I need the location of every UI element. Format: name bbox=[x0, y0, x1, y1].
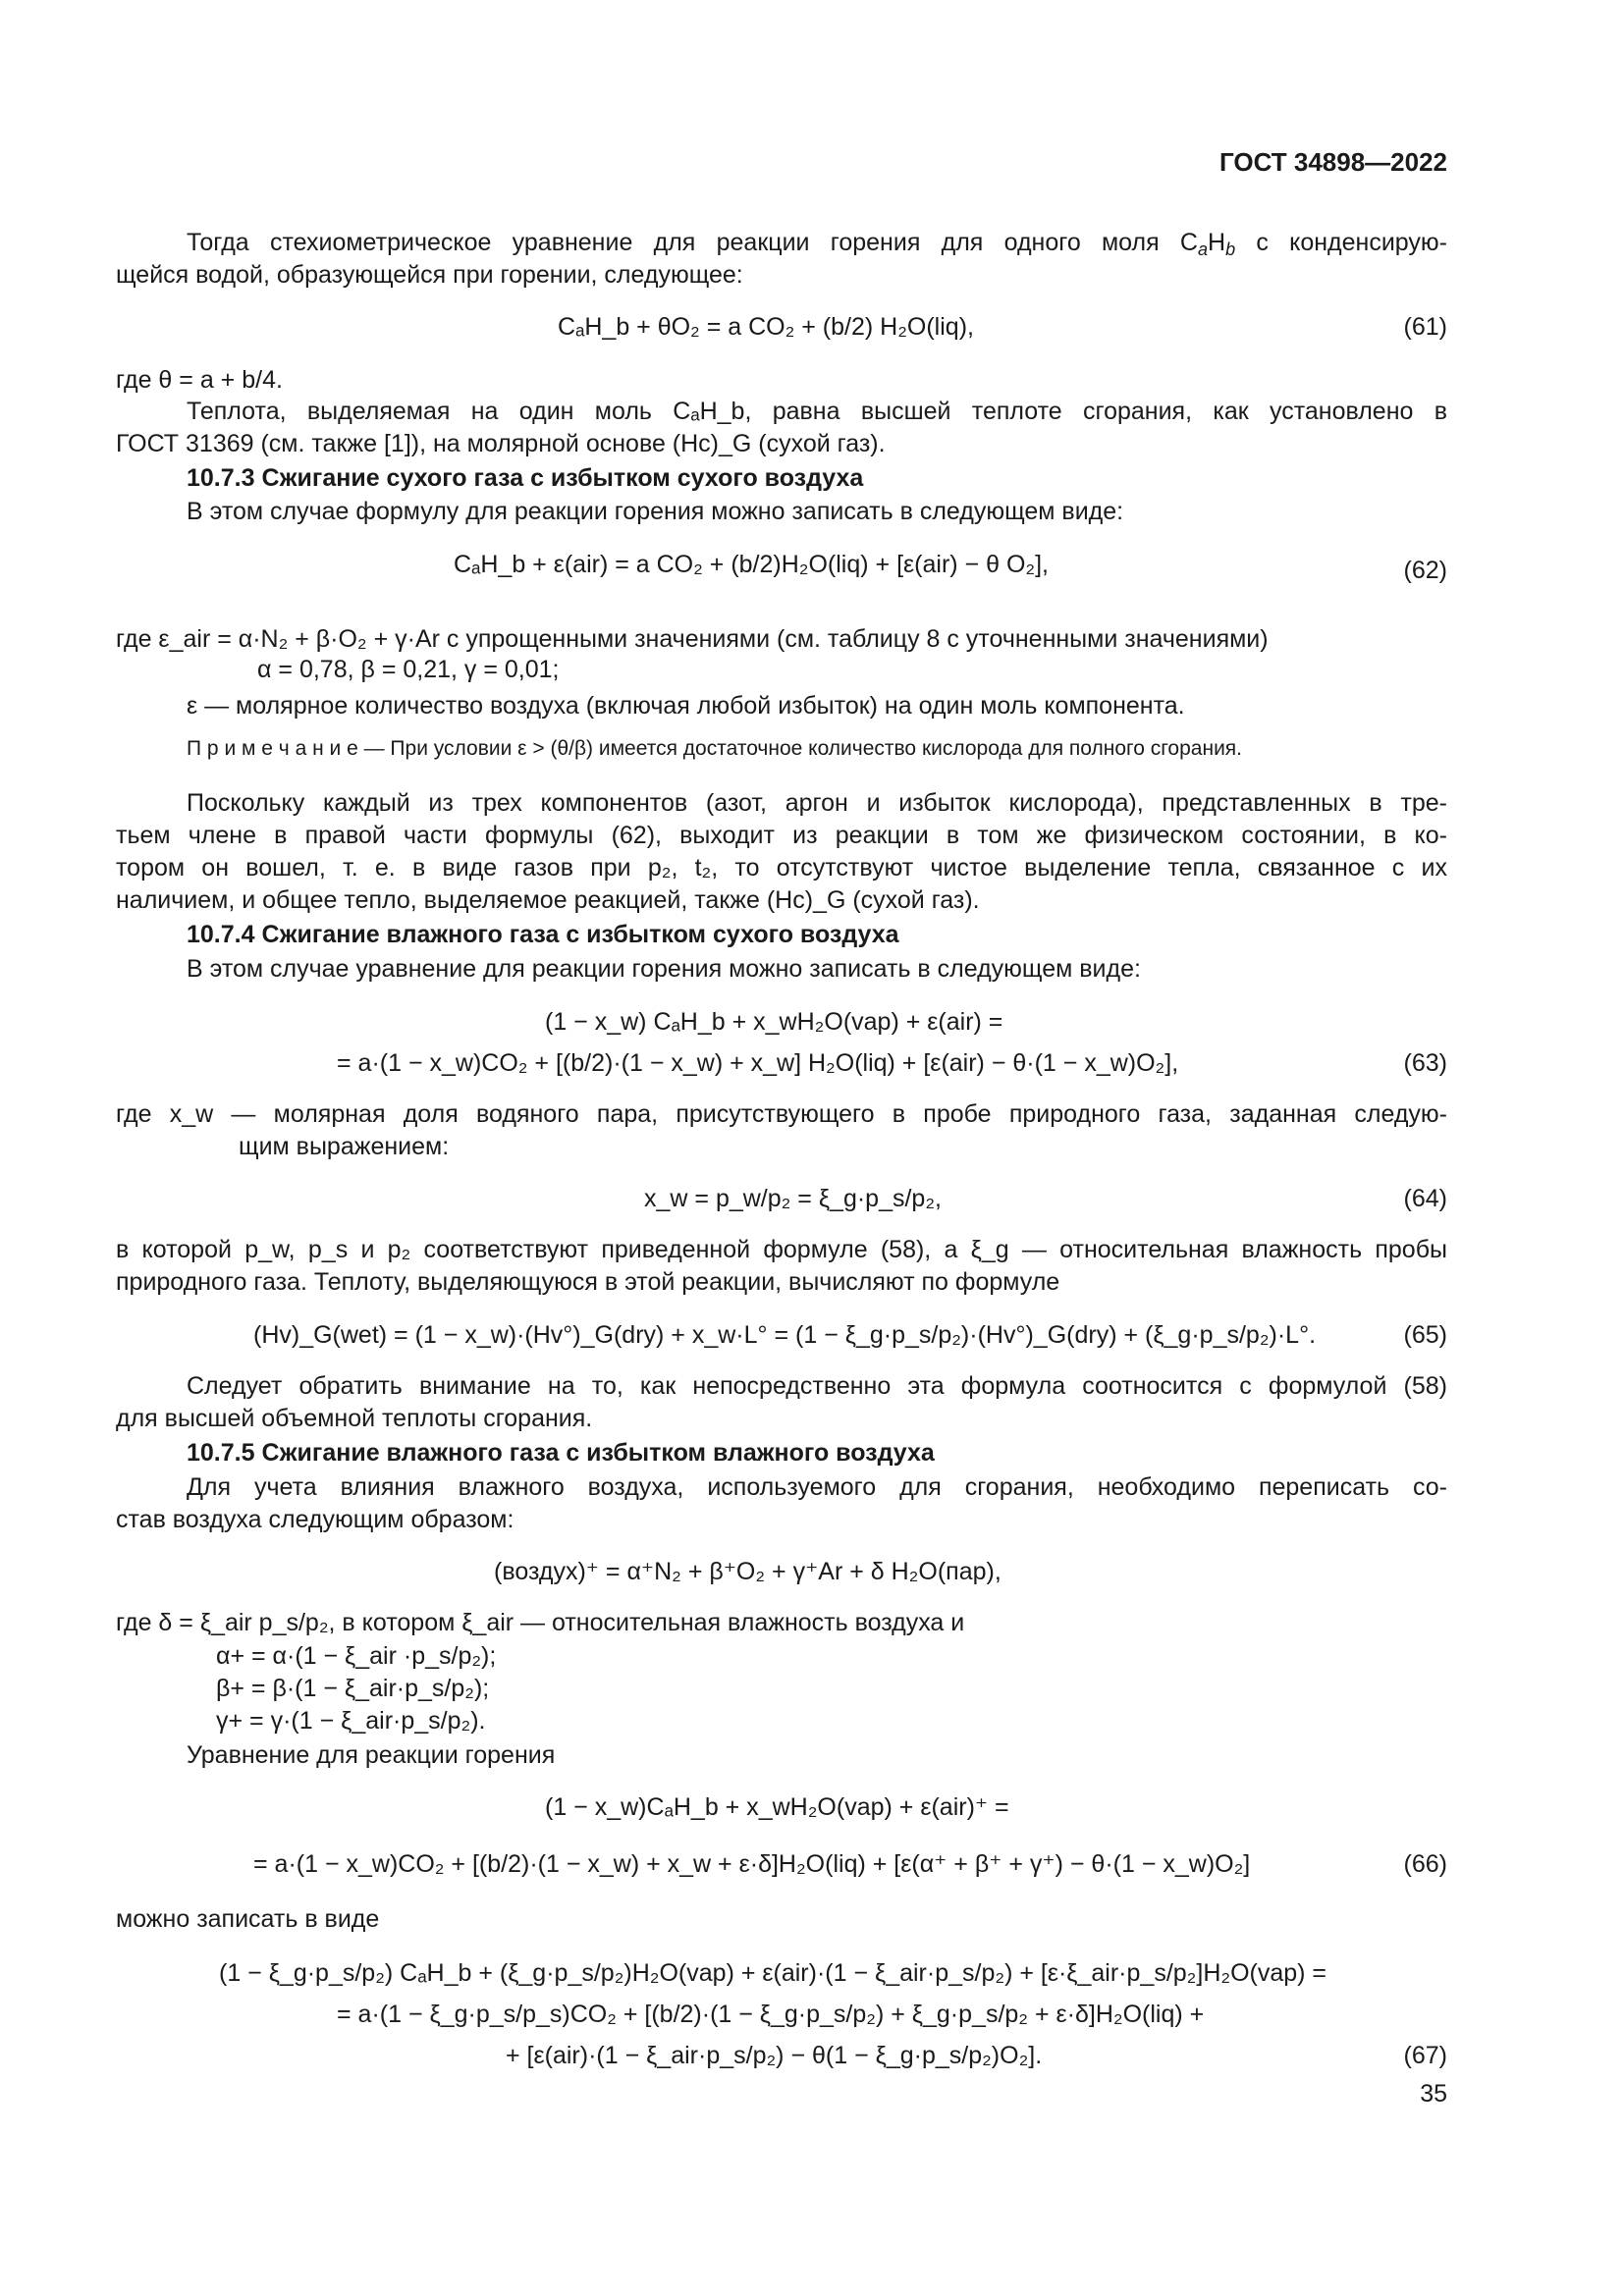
paragraph-line: γ+ = γ·(1 − ξ_air·p_s/p₂). bbox=[216, 1707, 486, 1735]
document-header: ГОСТ 34898—2022 bbox=[1219, 147, 1447, 177]
equation-number-67: (67) bbox=[1403, 2042, 1447, 2069]
paragraph-line: Теплота, выделяемая на один моль CₐH_b, равна высшей теплоте сгорания, как установлено в bbox=[187, 398, 1447, 425]
paragraph-line: тором он вошел, т. е. в виде газов при p₂, t₂, то отсутствуют чистое выделение тепла, связанное с их bbox=[116, 854, 1447, 881]
equation-number-62: (62) bbox=[1403, 557, 1447, 584]
text-fragment: с конденсирую- bbox=[1235, 229, 1447, 256]
equation-63-line1: (1 − x_w) CₐH_b + x_wH₂O(vap) + ε(air) = bbox=[545, 1008, 1003, 1036]
paragraph-line: α+ = α·(1 − ξ_air ·p_s/p₂); bbox=[216, 1642, 497, 1670]
equation-65: (Hv)_G(wet) = (1 − x_w)·(Hv°)_G(dry) + x_w·L° = (1 − ξ_g·p_s/p₂)·(Hv°)_G(dry) + (ξ_g·p_s/p₂)·L°. bbox=[253, 1321, 1317, 1349]
paragraph-line: где x_w — молярная доля водяного пара, присутствующего в пробе природного газа, заданная следую- bbox=[116, 1100, 1447, 1128]
equation-62: CₐH_b + ε(air) = a CO₂ + (b/2)H₂O(liq) + [ε(air) − θ O₂], bbox=[454, 551, 1049, 578]
equation-66-line2: = a·(1 − x_w)CO₂ + [(b/2)·(1 − x_w) + x_w + ε·δ]H₂O(liq) + [ε(α⁺ + β⁺ + γ⁺) − θ·(1 − x_w)O₂] bbox=[253, 1850, 1251, 1878]
equation-67-line3: + [ε(air)·(1 − ξ_air·p_s/p₂) − θ(1 − ξ_g·p_s/p₂)O₂]. bbox=[506, 2042, 1043, 2069]
equation-66-line1: (1 − x_w)CₐH_b + x_wH₂O(vap) + ε(air)⁺ = bbox=[545, 1793, 1009, 1821]
paragraph-line: В этом случае формулу для реакции горения можно записать в следующем виде: bbox=[187, 498, 1124, 525]
paragraph-line: можно записать в виде bbox=[116, 1905, 380, 1933]
equation-63-line2: = a·(1 − x_w)CO₂ + [(b/2)·(1 − x_w) + x_w] H₂O(liq) + [ε(air) − θ·(1 − x_w)O₂], bbox=[337, 1049, 1179, 1077]
subscript: a bbox=[1197, 240, 1208, 260]
note-label: П р и м е ч а н и е bbox=[187, 737, 358, 760]
paragraph-line: где ε_air = α·N₂ + β·O₂ + γ·Ar с упрощенными значениями (см. таблицу 8 с уточненными значениями) bbox=[116, 625, 1269, 653]
paragraph-line: Уравнение для реакции горения bbox=[187, 1741, 556, 1769]
equation-air-composition: (воздух)⁺ = α⁺N₂ + β⁺O₂ + γ⁺Ar + δ H₂O(пар), bbox=[494, 1558, 1001, 1585]
paragraph-line: щим выражением: bbox=[239, 1133, 450, 1160]
equation-number-66: (66) bbox=[1403, 1850, 1447, 1878]
paragraph-line bbox=[187, 228, 1447, 260]
equation-number-65: (65) bbox=[1403, 1321, 1447, 1349]
equation-number-61: (61) bbox=[1403, 313, 1447, 341]
subscript: b bbox=[1225, 240, 1236, 260]
section-heading-10-7-4: 10.7.4 Сжигание влажного газа с избытком сухого воздуха bbox=[187, 921, 899, 948]
equation-number-63: (63) bbox=[1403, 1049, 1447, 1077]
note-text: — При условии ε > (θ/β) имеется достаточное количество кислорода для полного сгорания. bbox=[357, 737, 1243, 760]
paragraph-line: где δ = ξ_air p_s/p₂, в котором ξ_air — относительная влажность воздуха и bbox=[116, 1609, 965, 1636]
paragraph-line: природного газа. Теплоту, выделяющуюся в этой реакции, вычисляют по формуле bbox=[116, 1268, 1060, 1296]
equation-64: x_w = p_w/p₂ = ξ_g·p_s/p₂, bbox=[644, 1185, 942, 1212]
paragraph-line: Поскольку каждый из трех компонентов (азот, аргон и избыток кислорода), представленных в тре- bbox=[187, 789, 1447, 817]
text-fragment: H bbox=[1208, 229, 1226, 256]
paragraph-line: ГОСТ 31369 (см. также [1]), на молярной основе (Hc)_G (сухой газ). bbox=[116, 430, 886, 457]
paragraph-line: α = 0,78, β = 0,21, γ = 0,01; bbox=[257, 656, 560, 683]
note bbox=[187, 734, 1242, 764]
paragraph-line: тьем члене в правой части формулы (62), выходит из реакции в том же физическом состоянии, в ко- bbox=[116, 822, 1447, 849]
equation-number-64: (64) bbox=[1403, 1185, 1447, 1212]
section-heading-10-7-5: 10.7.5 Сжигание влажного газа с избытком влажного воздуха bbox=[187, 1439, 935, 1467]
paragraph-line: в которой p_w, p_s и p₂ соответствуют приведенной формуле (58), а ξ_g — относительная влажность пробы bbox=[116, 1236, 1447, 1263]
paragraph-line: для высшей объемной теплоты сгорания. bbox=[116, 1405, 593, 1432]
paragraph-line: Следует обратить внимание на то, как непосредственно эта формула соотносится с формулой (58) bbox=[187, 1372, 1447, 1400]
section-heading-10-7-3: 10.7.3 Сжигание сухого газа с избытком сухого воздуха bbox=[187, 464, 864, 492]
paragraph-line: В этом случае уравнение для реакции горения можно записать в следующем виде: bbox=[187, 955, 1141, 983]
text-fragment: Тогда стехиометрическое уравнение для реакции горения для одного моля C bbox=[187, 229, 1198, 256]
equation-67-line2: = a·(1 − ξ_g·p_s/p_s)CO₂ + [(b/2)·(1 − ξ_g·p_s/p₂) + ξ_g·p_s/p₂ + ε·δ]H₂O(liq) + bbox=[337, 2001, 1205, 2028]
equation-67-line1: (1 − ξ_g·p_s/p₂) CₐH_b + (ξ_g·p_s/p₂)H₂O(vap) + ε(air)·(1 − ξ_air·p_s/p₂) + [ε·ξ_air·p_s/p₂]H₂O(vap) = bbox=[219, 1959, 1327, 1987]
paragraph-line: Для учета влияния влажного воздуха, используемого для сгорания, необходимо переписать со- bbox=[187, 1473, 1447, 1501]
paragraph-line: ε — молярное количество воздуха (включая любой избыток) на один моль компонента. bbox=[187, 692, 1185, 720]
paragraph-line: где θ = a + b/4. bbox=[116, 366, 283, 394]
equation-61: CₐH_b + θO₂ = a CO₂ + (b/2) H₂O(liq), bbox=[558, 313, 974, 341]
paragraph-line: став воздуха следующим образом: bbox=[116, 1506, 514, 1533]
paragraph-line: щейся водой, образующейся при горении, следующее: bbox=[116, 261, 743, 289]
paragraph-line: β+ = β·(1 − ξ_air·p_s/p₂); bbox=[216, 1675, 490, 1702]
paragraph-line: наличием, и общее тепло, выделяемое реакцией, также (Hc)_G (сухой газ). bbox=[116, 886, 980, 914]
page-number: 35 bbox=[1420, 2080, 1447, 2108]
